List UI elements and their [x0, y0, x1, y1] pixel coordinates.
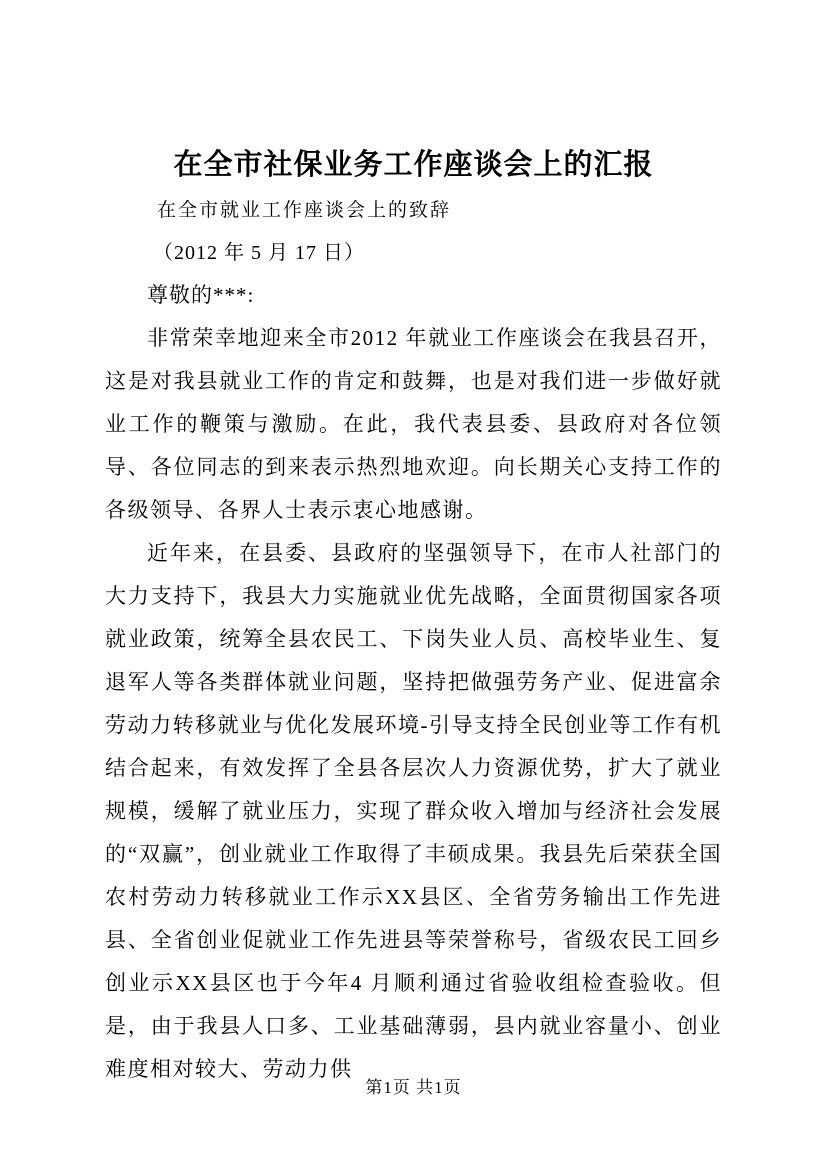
- document-title: 在全市社保业务工作座谈会上的汇报: [173, 149, 654, 181]
- page-number-text: 第1页 共1页: [365, 1078, 462, 1097]
- paragraph: 非常荣幸地迎来全市2012 年就业工作座谈会在我县召开，这是对我县就业工作的肯定和鼓舞，也是对我们进一步做好就业工作的鞭策与激励。在此，我代表县委、县政府对各位领导、各位同志的到来表示热烈地欢迎。向长期关心支持工作的各级领导、各界人士表示衷心地感谢。: [105, 326, 722, 522]
- paragraph: 近年来，在县委、县政府的坚强领导下，在市人社部门的大力支持下，我县大力实施就业优先战略，全面贯彻国家各项就业政策，统筹全县农民工、下岗失业人员、高校毕业生、复退军人等各类群体就业问题，坚持把做强劳务产业、促进富余劳动力转移就业与优化发展环境-引导支持全民创业等工作有机结合起来，有效发挥了全县各层次人力资源优势，扩大了就业规模，缓解了就业压力，实现了群众收入增加与经济社会发展的“双赢”，创业就业工作取得了丰硕成果。我县先后荣获全国农村劳动力转移就业工作示XX县区、全省劳务输出工作先进县、全省创业促就业工作先进县等荣誉称号，省级农民工回乡创业示XX县区也于今年4 月顺利通过省验收组检查验收。但是，由于我县人口多、工业基础薄弱，县内就业容量小、创业难度相对较大、劳动力供: [105, 541, 722, 1081]
- page-footer: [0, 1073, 827, 1098]
- date-line: （2012 年 5 月 17 日）: [153, 242, 365, 264]
- document-subtitle: 在全市就业工作座谈会上的致辞: [157, 200, 452, 221]
- salutation-line: 尊敬的***:: [147, 283, 255, 307]
